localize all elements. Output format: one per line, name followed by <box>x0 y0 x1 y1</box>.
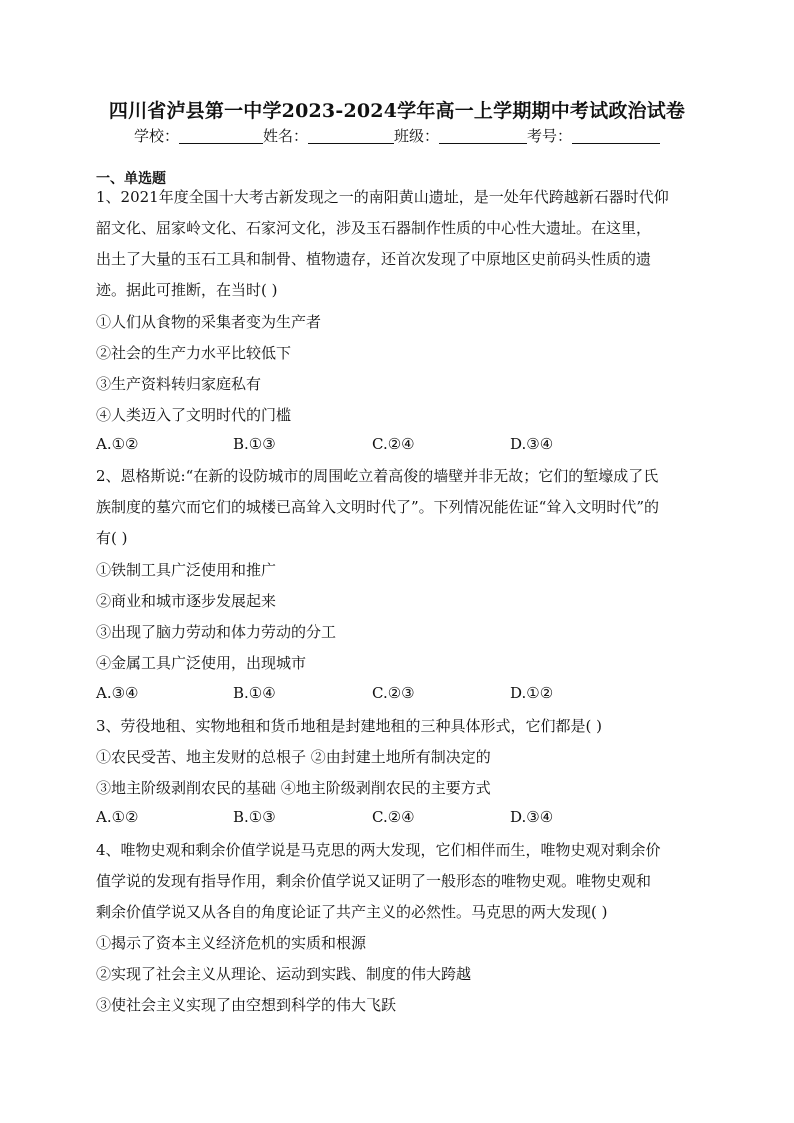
q4-stem-line: 值学说的发现有指导作用，剩余价值学说又证明了一般形态的唯物史观。唯物史观和 <box>96 872 652 890</box>
q4-item: ②实现了社会主义从理论、运动到实践、制度的伟大跨越 <box>96 965 472 983</box>
exam-title: 四川省泸县第一中学2023-2024学年高一上学期期中考试政治试卷 <box>108 100 686 122</box>
name-blank[interactable] <box>308 129 394 144</box>
student-info-row <box>0 125 794 146</box>
q2-item: ①铁制工具广泛使用和推广 <box>96 561 277 579</box>
q2-option-a[interactable]: A.③④ <box>96 684 139 702</box>
q4-item: ③使社会主义实现了由空想到科学的伟大飞跃 <box>96 996 397 1014</box>
q1-item: ④人类迈入了文明时代的门槛 <box>96 406 292 424</box>
q1-item: ③生产资料转归家庭私有 <box>96 375 262 393</box>
q4-stem-line: 4、唯物史观和剩余价值学说是马克思的两大发现，它们相伴而生，唯物史观对剩余价 <box>96 841 661 859</box>
q3-item: ①农民受苦、地主发财的总根子 ②由封建土地所有制决定的 <box>96 748 491 766</box>
q1-stem-line: 迹。据此可推断，在当时( ) <box>96 281 278 299</box>
class-label: 班级： <box>394 127 440 145</box>
q2-option-c[interactable]: C.②③ <box>372 684 415 702</box>
q1-option-c[interactable]: C.②④ <box>372 435 415 453</box>
school-blank[interactable] <box>179 129 263 144</box>
q3-option-d[interactable]: D.③④ <box>510 808 554 826</box>
q1-option-d[interactable]: D.③④ <box>510 435 554 453</box>
q3-item: ③地主阶级剥削农民的基础 ④地主阶级剥削农民的主要方式 <box>96 779 491 797</box>
name-label: 姓名： <box>262 127 308 145</box>
q2-item: ③出现了脑力劳动和体力劳动的分工 <box>96 623 337 641</box>
q1-item: ①人们从食物的采集者变为生产者 <box>96 313 322 331</box>
class-blank[interactable] <box>439 129 527 144</box>
q4-stem-line: 剩余价值学说又从各自的角度论证了共产主义的必然性。马克思的两大发现( ) <box>96 903 608 921</box>
number-label: 考号： <box>527 127 573 145</box>
q3-option-a[interactable]: A.①② <box>96 808 139 826</box>
q1-option-a[interactable]: A.①② <box>96 435 139 453</box>
q1-item: ②社会的生产力水平比较低下 <box>96 344 292 362</box>
q2-stem-line: 有( ) <box>96 529 128 547</box>
q2-stem-line: 2、恩格斯说:“在新的设防城市的周围屹立着高俊的墙壁并非无故；它们的堑壕成了氏 <box>96 467 659 485</box>
number-blank[interactable] <box>572 129 660 144</box>
q3-option-b[interactable]: B.①③ <box>233 808 276 826</box>
q1-option-b[interactable]: B.①③ <box>233 435 276 453</box>
q4-item: ①揭示了资本主义经济危机的实质和根源 <box>96 934 367 952</box>
q3-option-c[interactable]: C.②④ <box>372 808 415 826</box>
q2-item: ②商业和城市逐步发展起来 <box>96 592 277 610</box>
school-label: 学校： <box>133 127 179 145</box>
q1-stem-line: 韶文化、屈家岭文化、石家河文化，涉及玉石器制作性质的中心性大遗址。在这里， <box>96 219 652 237</box>
q3-stem-line: 3、劳役地租、实物地租和货币地租是封建地租的三种具体形式，它们都是( ) <box>96 717 603 735</box>
q2-option-d[interactable]: D.①② <box>510 684 554 702</box>
q2-stem-line: 族制度的墓穴而它们的城楼已高耸入文明时代了”。下列情况能佐证“耸入文明时代”的 <box>96 498 660 516</box>
q2-option-b[interactable]: B.①④ <box>233 684 276 702</box>
section-heading: 一、单选题 <box>96 171 166 187</box>
q1-stem-line: 出土了大量的玉石工具和制骨、植物遗存，还首次发现了中原地区史前码头性质的遗 <box>96 250 652 268</box>
q1-stem-line: 1、2021年度全国十大考古新发现之一的南阳黄山遗址，是一处年代跨越新石器时代仰 <box>96 188 669 206</box>
q2-item: ④金属工具广泛使用，出现城市 <box>96 654 307 672</box>
